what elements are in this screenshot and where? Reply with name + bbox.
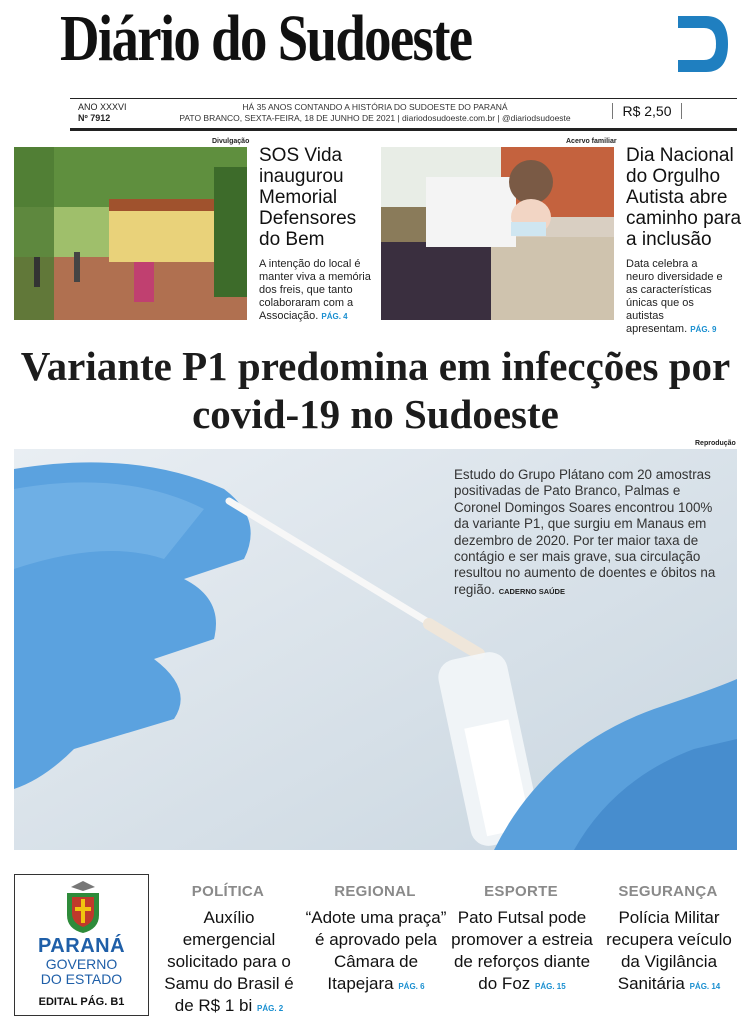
photo-credit: Acervo familiar — [566, 138, 617, 145]
lead-text: Estudo do Grupo Plátano com 20 amostras positivadas de Pato Branco, Palmas e Coronel Domingos Soares encontrou 100% da variante P1, que surgiu em Manaus em dezembro de 2020. Por ter maior taxa de contágio e ser mais grave, sua circulação resultou no aumento de doentes e óbitos na região. — [454, 467, 716, 597]
masthead-rule — [70, 98, 737, 99]
page-reference[interactable]: PÁG. 15 — [535, 982, 566, 991]
page-reference[interactable]: PÁG. 9 — [690, 325, 717, 334]
price: R$ 2,50 — [612, 103, 682, 119]
ad-edital-reference[interactable]: EDITAL PÁG. B1 — [38, 996, 125, 1008]
page-reference[interactable]: PÁG. 4 — [321, 312, 348, 321]
main-headline[interactable]: Variante P1 predomina em infecções por covid-19 no Sudoeste — [20, 343, 731, 437]
tagline-dateline: PATO BRANCO, SEXTA-FEIRA, 18 DE JUNHO DE 2021 | diariodosudoeste.com.br | @diariodsudoeste — [179, 113, 571, 123]
section-story-title: Polícia Militar recupera veículo da Vigilância Sanitária — [606, 908, 732, 993]
section-label[interactable]: POLÍTICA — [191, 883, 265, 900]
page-reference[interactable]: PÁG. 2 — [257, 1004, 284, 1013]
section-tag[interactable]: CADERNO SAÚDE — [498, 586, 565, 596]
story-title[interactable]: SOS Vida inaugurou Memorial Defensores do Bem — [259, 145, 357, 250]
photo-credit: Divulgação — [212, 138, 250, 145]
story-text: A intenção do local é manter viva a memória dos freis, que tanto colaboraram com a Associação. — [259, 258, 371, 322]
story-title[interactable]: Dia Nacional do Orgulho Autista abre caminho para a inclusão — [626, 145, 742, 250]
anniversary-logo — [676, 14, 730, 74]
section-label[interactable]: REGIONAL — [334, 883, 416, 900]
section-story-title: Pato Futsal pode promover a estreia de reforços diante do Foz — [451, 908, 593, 993]
ad-government-line: GOVERNO — [45, 956, 118, 972]
page-reference[interactable]: PÁG. 14 — [689, 982, 721, 991]
story-summary — [626, 258, 726, 336]
ad-government-text — [15, 957, 148, 987]
tagline — [160, 102, 590, 124]
parana-coat-of-arms-icon — [61, 881, 105, 935]
sos-vida-photo[interactable] — [14, 147, 247, 320]
anniversary-number: 35 — [689, 32, 717, 59]
tagline-slogan: HÁ 35 ANOS CONTANDO A HISTÓRIA DO SUDOESTE DO PARANÁ — [242, 102, 508, 112]
autism-day-photo[interactable] — [381, 147, 614, 320]
edition-info — [78, 102, 140, 124]
section-label[interactable]: ESPORTE — [484, 883, 558, 900]
section-story-title: “Adote uma praça” é aprovado pela Câmara de Itapejara — [305, 908, 447, 993]
section-story[interactable] — [448, 907, 596, 998]
parana-government-ad[interactable] — [14, 874, 149, 1016]
main-story-lead — [454, 467, 720, 600]
edition-number: Nº 7912 — [78, 113, 111, 123]
ad-state-line: DO ESTADO — [40, 971, 123, 987]
section-story[interactable] — [302, 907, 450, 998]
masthead-bottom-rule — [70, 128, 737, 131]
section-story[interactable] — [595, 907, 743, 998]
edition-year: ANO XXXVI — [78, 102, 127, 112]
section-story-title: Auxílio emergencial solicitado para o Samu do Brasil é de R$ 1 bi — [164, 908, 294, 1015]
masthead-title: Diário do Sudoeste — [60, 2, 472, 75]
section-story[interactable] — [155, 907, 303, 1020]
photo-credit: Reprodução — [695, 440, 736, 447]
story-summary — [259, 258, 371, 323]
story-text: Data celebra a neuro diversidade e as características únicas que os autistas apresentam. — [626, 258, 723, 335]
section-label[interactable]: SEGURANÇA — [618, 883, 718, 900]
ad-state-name: PARANÁ — [37, 935, 126, 957]
page-reference[interactable]: PÁG. 6 — [398, 982, 425, 991]
